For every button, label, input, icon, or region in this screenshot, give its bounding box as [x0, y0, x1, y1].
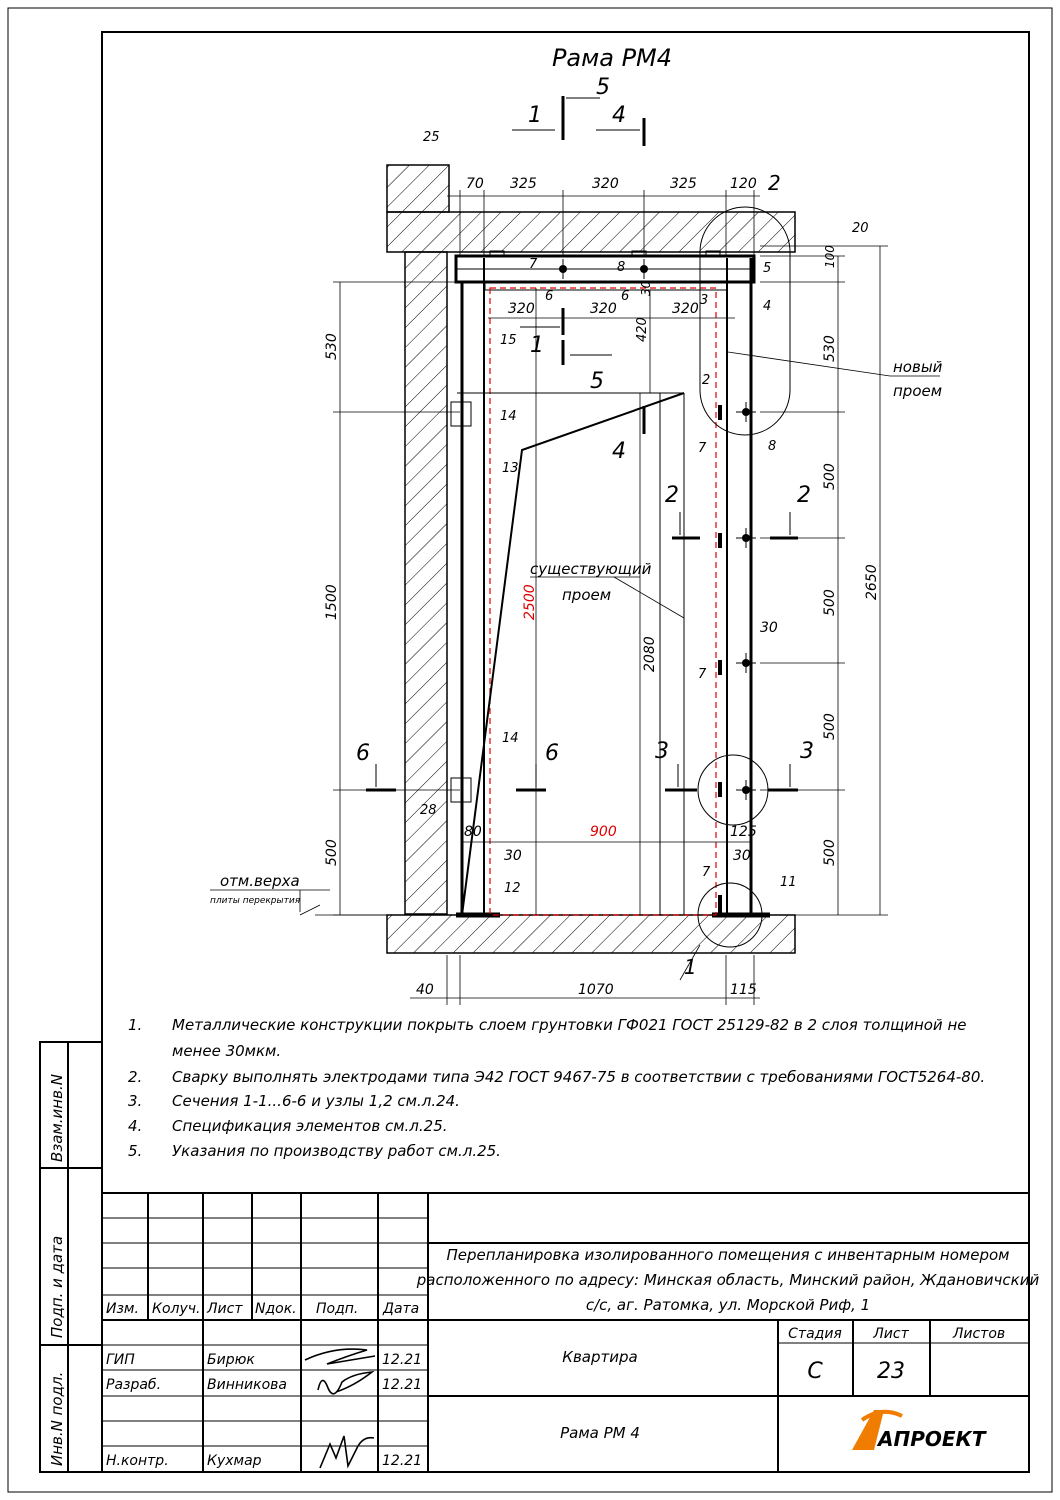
svg-text:2: 2 [797, 483, 811, 508]
svg-text:320: 320 [592, 176, 619, 192]
svg-text:500: 500 [822, 463, 838, 490]
leader-lines [210, 352, 943, 980]
svg-text:С: С [807, 1359, 823, 1384]
svg-text:30: 30 [504, 848, 522, 864]
svg-text:1: 1 [684, 955, 697, 979]
svg-text:5.: 5. [128, 1142, 143, 1160]
svg-text:Кухмар: Кухмар [207, 1453, 262, 1469]
svg-text:2080: 2080 [642, 636, 658, 672]
svg-text:Подп. и дата: Подп. и дата [48, 1235, 66, 1338]
svg-text:проем: проем [893, 382, 943, 400]
svg-text:70: 70 [466, 176, 484, 192]
svg-text:11: 11 [780, 875, 797, 890]
svg-text:Подп.: Подп. [316, 1301, 359, 1317]
svg-text:4: 4 [612, 103, 626, 128]
svg-text:3.: 3. [128, 1092, 143, 1110]
svg-text:плиты перекрытия: плиты перекрытия [210, 896, 301, 906]
svg-text:6: 6 [545, 289, 554, 304]
svg-text:6: 6 [356, 741, 370, 766]
svg-text:Стадия: Стадия [788, 1326, 842, 1342]
svg-text:320: 320 [590, 301, 617, 317]
svg-text:320: 320 [508, 301, 535, 317]
svg-text:3: 3 [700, 293, 709, 308]
svg-text:5: 5 [590, 369, 604, 394]
svg-text:новый: новый [893, 358, 943, 376]
company-logo [852, 1410, 987, 1451]
svg-text:12.21: 12.21 [382, 1352, 423, 1368]
svg-text:1: 1 [530, 333, 544, 358]
svg-text:8: 8 [768, 439, 777, 454]
svg-text:420: 420 [635, 317, 650, 342]
wall-bottom [387, 915, 795, 953]
svg-text:Nдок.: Nдок. [255, 1301, 297, 1317]
opening-labels [210, 358, 943, 906]
svg-text:2: 2 [665, 483, 679, 508]
svg-text:28: 28 [420, 803, 437, 818]
svg-text:Дата: Дата [383, 1301, 420, 1317]
svg-text:1070: 1070 [578, 982, 614, 998]
svg-text:7: 7 [529, 257, 538, 272]
svg-text:12.21: 12.21 [382, 1453, 423, 1469]
svg-text:2650: 2650 [864, 564, 880, 600]
svg-text:500: 500 [822, 713, 838, 740]
svg-text:20: 20 [852, 221, 869, 236]
svg-text:4.: 4. [128, 1117, 143, 1135]
svg-text:менее 30мкм.: менее 30мкм. [172, 1042, 282, 1060]
frame-rm4 [456, 251, 770, 915]
svg-text:Инв.N подл.: Инв.N подл. [48, 1371, 66, 1466]
svg-text:отм.верха: отм.верха [220, 872, 300, 890]
svg-text:с/с, аг. Ратомка, ул. Морской: с/с, аг. Ратомка, ул. Морской Риф, 1 [585, 1296, 871, 1314]
svg-text:5: 5 [596, 75, 610, 100]
general-notes [128, 1016, 985, 1160]
svg-text:Металлические конструкции покр: Металлические конструкции покрыть слоем грунтовки ГФ021 ГОСТ 25129-82 в 2 слоя толщиной не [172, 1016, 967, 1034]
svg-text:15: 15 [500, 333, 517, 348]
svg-text:расположенного по адресу: Минс: расположенного по адресу: Минская область, Минский район, Ждановичский [416, 1271, 1040, 1289]
svg-text:8: 8 [617, 260, 626, 275]
svg-text:2500: 2500 [522, 584, 538, 620]
svg-text:2: 2 [768, 171, 781, 195]
svg-text:7: 7 [702, 865, 711, 880]
svg-text:30: 30 [639, 280, 653, 296]
svg-text:13: 13 [502, 461, 519, 476]
svg-text:900: 900 [590, 824, 617, 840]
svg-text:6: 6 [621, 289, 630, 304]
drawing-title: Рама РМ4 [551, 44, 673, 72]
svg-text:500: 500 [822, 839, 838, 866]
svg-text:Лист: Лист [873, 1326, 909, 1342]
svg-text:500: 500 [822, 589, 838, 616]
svg-text:4: 4 [612, 439, 626, 464]
svg-text:Колуч.: Колуч. [152, 1301, 201, 1317]
svg-text:100: 100 [823, 245, 837, 268]
svg-text:530: 530 [324, 333, 340, 360]
svg-text:40: 40 [416, 982, 434, 998]
svg-text:Указания по производству работ: Указания по производству работ см.л.25. [172, 1142, 501, 1160]
svg-text:Разраб.: Разраб. [106, 1377, 162, 1393]
svg-text:существующий: существующий [530, 560, 652, 578]
svg-text:115: 115 [730, 982, 757, 998]
svg-text:14: 14 [500, 409, 517, 424]
svg-text:80: 80 [464, 824, 482, 840]
svg-text:125: 125 [730, 824, 757, 840]
svg-text:Перепланировка изолированного: Перепланировка изолированного помещения с инвентарным номером [446, 1246, 1010, 1264]
svg-text:530: 530 [822, 335, 838, 362]
node-circle-bottom [698, 755, 768, 825]
svg-text:30: 30 [760, 620, 778, 636]
svg-text:1: 1 [528, 103, 542, 128]
svg-text:7: 7 [698, 667, 707, 682]
side-stamp [40, 1042, 102, 1472]
svg-text:12.21: 12.21 [382, 1377, 423, 1393]
svg-text:325: 325 [670, 176, 697, 192]
anchor-bolts [553, 259, 756, 800]
svg-text:3: 3 [655, 739, 669, 764]
svg-text:4: 4 [763, 299, 772, 314]
svg-text:5: 5 [763, 261, 772, 276]
svg-text:ГИП: ГИП [106, 1352, 135, 1368]
svg-text:АПРОЕКТ: АПРОЕКТ [878, 1427, 986, 1451]
svg-text:Листов: Листов [952, 1326, 1006, 1342]
svg-text:Н.контр.: Н.контр. [106, 1453, 169, 1469]
svg-text:Винникова: Винникова [207, 1377, 287, 1393]
svg-text:325: 325 [510, 176, 537, 192]
svg-text:Квартира: Квартира [562, 1348, 638, 1366]
svg-text:3: 3 [800, 739, 814, 764]
svg-text:Сечения 1-1...6-6 и узлы 1,2 с: Сечения 1-1...6-6 и узлы 1,2 см.л.24. [172, 1092, 460, 1110]
svg-text:Взам.инв.N: Взам.инв.N [48, 1074, 66, 1162]
svg-text:30: 30 [733, 848, 751, 864]
svg-text:14: 14 [502, 731, 519, 746]
svg-text:1500: 1500 [324, 584, 340, 620]
svg-text:7: 7 [698, 441, 707, 456]
svg-text:Спецификация элементов см.л.25: Спецификация элементов см.л.25. [172, 1117, 448, 1135]
svg-text:проем: проем [562, 586, 612, 604]
svg-text:2.: 2. [128, 1068, 143, 1086]
svg-text:25: 25 [423, 130, 440, 145]
svg-text:500: 500 [324, 839, 340, 866]
svg-text:2: 2 [702, 373, 711, 388]
svg-text:1.: 1. [128, 1016, 143, 1034]
svg-text:12: 12 [504, 881, 521, 896]
svg-text:120: 120 [730, 176, 757, 192]
svg-text:320: 320 [672, 301, 699, 317]
svg-text:23: 23 [877, 1359, 905, 1384]
svg-text:Рама РМ 4: Рама РМ 4 [560, 1424, 640, 1442]
signatures [305, 1349, 375, 1468]
svg-text:Бирюк: Бирюк [207, 1352, 255, 1368]
svg-text:Сварку выполнять электродами т: Сварку выполнять электродами типа Э42 ГОСТ 9467-75 в соответствии с требованиями ГОСТ5264-80. [172, 1068, 986, 1086]
svg-text:6: 6 [545, 741, 559, 766]
svg-text:Лист: Лист [207, 1301, 243, 1317]
svg-text:Изм.: Изм. [106, 1301, 139, 1317]
